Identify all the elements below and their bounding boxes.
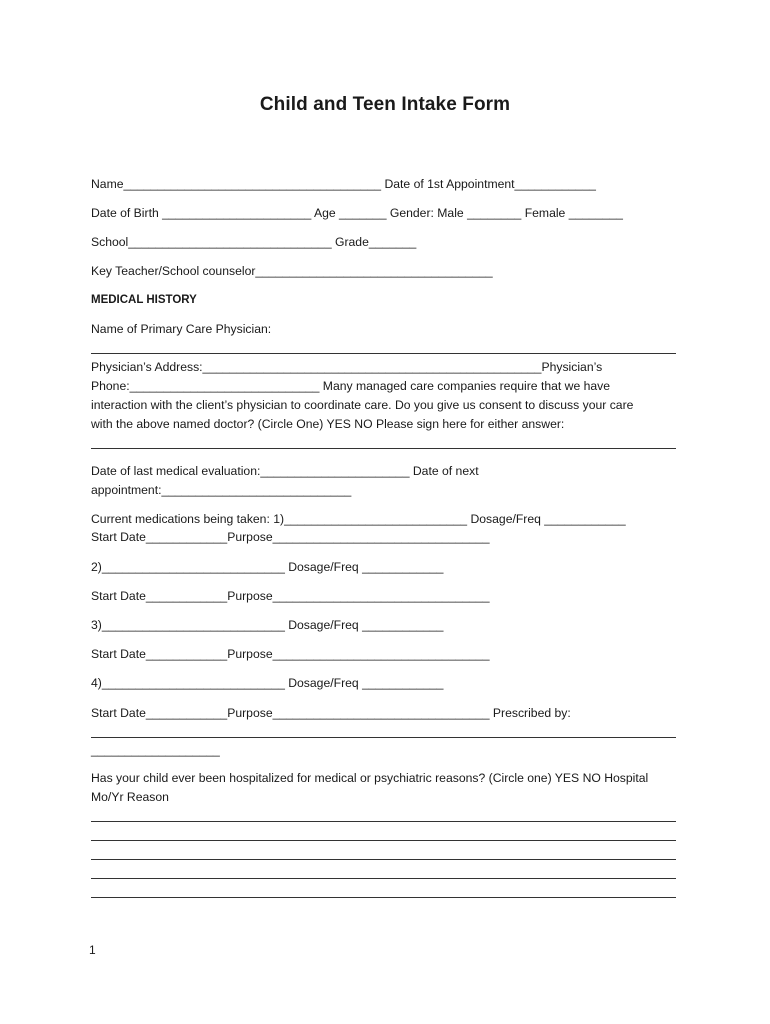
medication-3-start-line: Start Date____________Purpose________________________________: [91, 647, 490, 661]
hospital-fill-line-1: [91, 821, 676, 822]
form-title: Child and Teen Intake Form: [259, 94, 511, 115]
medication-4-line: 4)___________________________ Dosage/Freq ____________: [91, 676, 444, 690]
next-appointment-line: appointment:____________________________: [91, 483, 352, 497]
medication-1-start-line: Start Date____________Purpose________________________________: [91, 530, 490, 544]
pcp-label: Name of Primary Care Physician:: [91, 322, 272, 336]
page-number: 1: [89, 943, 96, 957]
key-teacher-line: Key Teacher/School counselor___________________________________: [91, 264, 493, 278]
physician-address-line: Physician’s Address:__________________________________________________Physician’s: [91, 360, 603, 374]
doctor-consent-line: with the above named doctor? (Circle One) YES NO Please sign here for either answer:: [91, 417, 565, 431]
medication-2-line: 2)___________________________ Dosage/Freq ____________: [91, 560, 444, 574]
hospital-reason-label: Mo/Yr Reason: [91, 790, 169, 804]
medication-3-line: 3)___________________________ Dosage/Freq ____________: [91, 618, 444, 632]
prescriber-fill-line: [91, 737, 676, 738]
pcp-fill-line: [91, 353, 676, 354]
hospital-fill-line-4: [91, 878, 676, 879]
signature-fill-line: [91, 448, 676, 449]
dob-age-gender-line: Date of Birth ______________________ Age _______ Gender: Male ________ Female ________: [91, 206, 623, 220]
hospital-fill-line-5: [91, 897, 676, 898]
hospital-fill-line-2: [91, 840, 676, 841]
prescriber-short-line: ___________________: [91, 743, 220, 757]
hospitalization-question: Has your child ever been hospitalized for medical or psychiatric reasons? (Circle one) YES NO Hospital: [91, 771, 649, 785]
hospital-fill-line-3: [91, 859, 676, 860]
medication-2-start-line: Start Date____________Purpose________________________________: [91, 589, 490, 603]
consent-text-line: interaction with the client’s physician to coordinate care. Do you give us consent to discuss your care: [91, 398, 634, 412]
school-grade-line: School______________________________ Grade_______: [91, 235, 417, 249]
last-evaluation-line: Date of last medical evaluation:______________________ Date of next: [91, 464, 479, 478]
medication-4-start-line: Start Date____________Purpose________________________________ Prescribed by:: [91, 706, 571, 720]
medical-history-heading: MEDICAL HISTORY: [91, 294, 197, 306]
medication-1-line: Current medications being taken: 1)___________________________ Dosage/Freq ____________: [91, 512, 626, 526]
physician-phone-line: Phone:____________________________ Many managed care companies require that we have: [91, 379, 611, 393]
name-appointment-line: Name______________________________________ Date of 1st Appointment____________: [91, 177, 596, 191]
